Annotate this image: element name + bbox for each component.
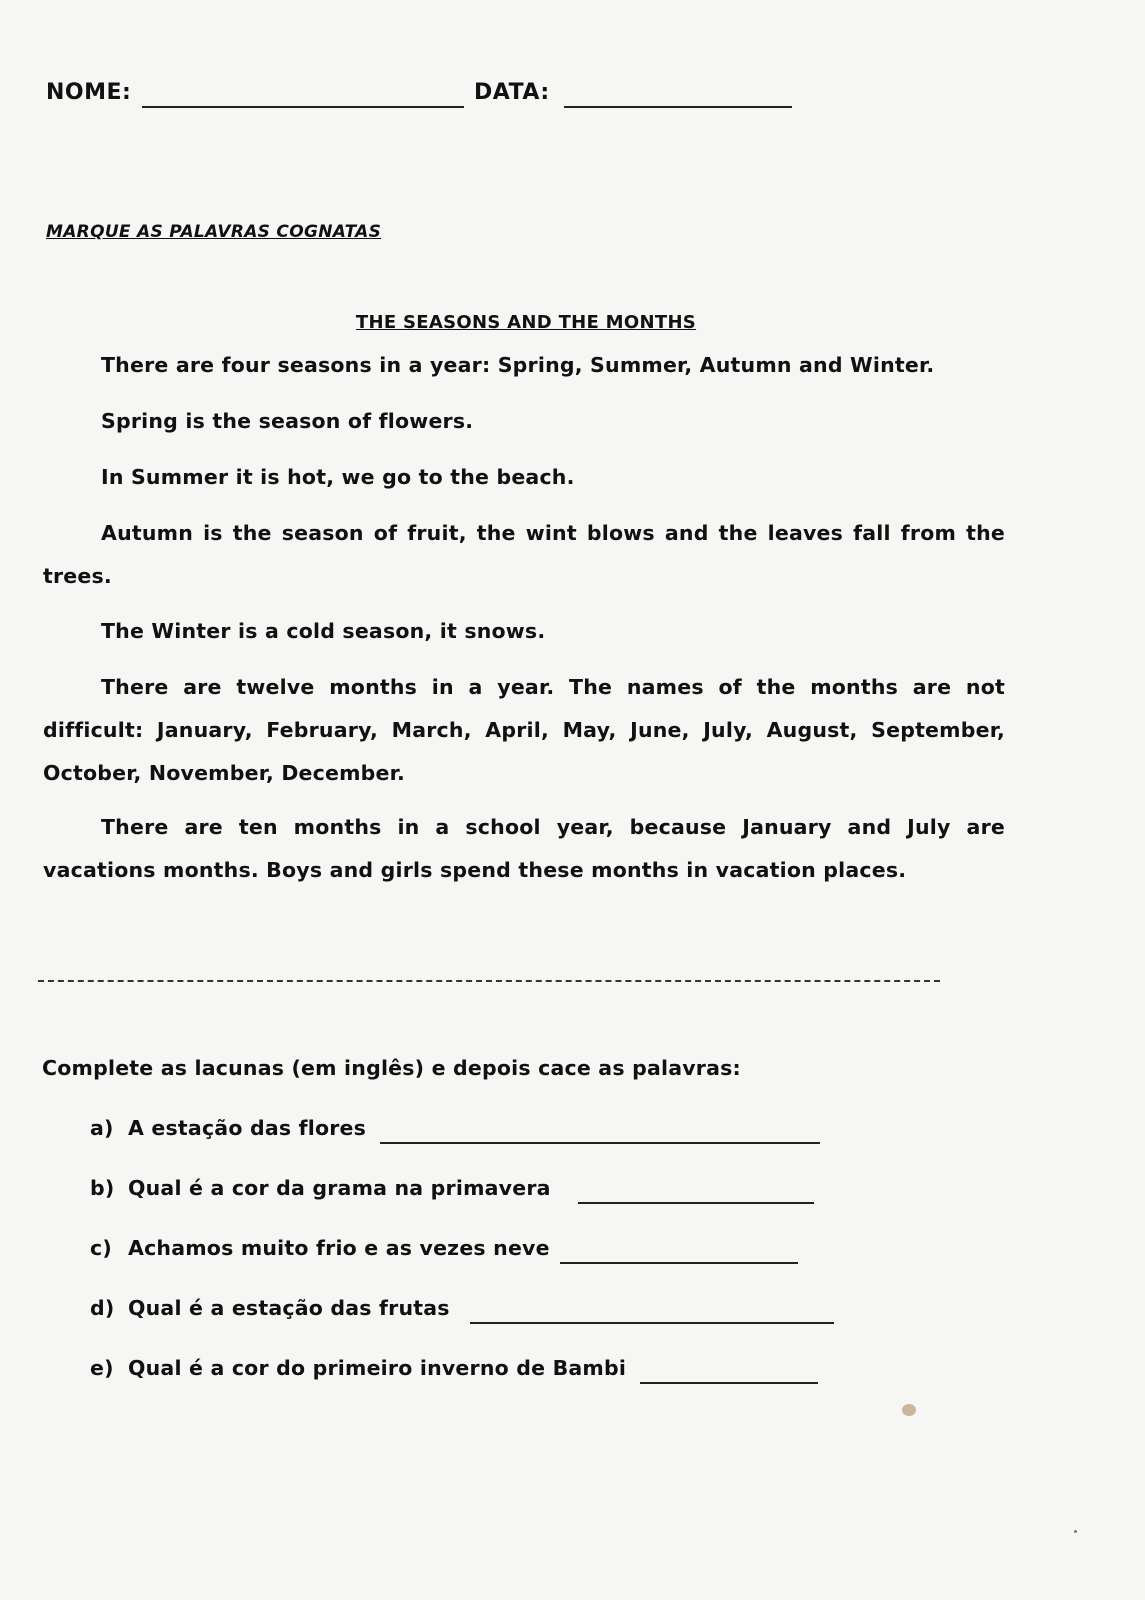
question-text: A estação das flores bbox=[128, 1116, 367, 1140]
question-a bbox=[90, 1112, 830, 1148]
answer-blank-a[interactable] bbox=[380, 1142, 820, 1144]
question-letter: b) bbox=[90, 1176, 115, 1200]
name-label: NOME: bbox=[46, 80, 132, 105]
question-text: Qual é a cor da grama na primavera bbox=[128, 1176, 551, 1200]
instruction: MARQUE AS PALAVRAS COGNATAS bbox=[46, 222, 382, 242]
date-blank[interactable] bbox=[564, 106, 792, 108]
paragraph-seasons: There are four seasons in a year: Spring, Summer, Autumn and Winter. bbox=[101, 353, 935, 377]
question-letter: c) bbox=[90, 1236, 112, 1260]
question-e bbox=[90, 1352, 830, 1388]
paragraph-months: There are twelve months in a year. The names of the months are not difficult: January, February, March, April, May, June, July, August, September, October, November, December. bbox=[43, 675, 1005, 785]
scan-speck bbox=[902, 1404, 916, 1416]
question-text: Qual é a estação das frutas bbox=[128, 1296, 450, 1320]
question-c bbox=[90, 1232, 830, 1268]
question-letter: a) bbox=[90, 1116, 114, 1140]
header bbox=[46, 80, 826, 116]
name-blank[interactable] bbox=[142, 106, 464, 108]
dashed-divider bbox=[38, 980, 940, 982]
question-text: Achamos muito frio e as vezes neve bbox=[128, 1236, 550, 1260]
answer-blank-b[interactable] bbox=[578, 1202, 814, 1204]
paragraph-summer: In Summer it is hot, we go to the beach. bbox=[101, 465, 575, 489]
answer-blank-e[interactable] bbox=[640, 1382, 818, 1384]
exercise-instruction: Complete as lacunas (em inglês) e depois cace as palavras: bbox=[42, 1056, 741, 1080]
paragraph-school-year: There are ten months in a school year, because January and July are vacations months. Boys and girls spend these months in vacation places. bbox=[43, 815, 1005, 882]
question-d bbox=[90, 1292, 840, 1328]
paragraph-autumn: Autumn is the season of fruit, the wint blows and the leaves fall from the trees. bbox=[43, 521, 1005, 588]
scan-speck bbox=[1074, 1530, 1077, 1533]
question-text: Qual é a cor do primeiro inverno de Bambi bbox=[128, 1356, 627, 1380]
question-b bbox=[90, 1172, 830, 1208]
answer-blank-d[interactable] bbox=[470, 1322, 834, 1324]
question-letter: e) bbox=[90, 1356, 114, 1380]
paragraph-winter: The Winter is a cold season, it snows. bbox=[101, 619, 546, 643]
paragraph-spring: Spring is the season of flowers. bbox=[101, 409, 474, 433]
date-label: DATA: bbox=[474, 80, 550, 105]
answer-blank-c[interactable] bbox=[560, 1262, 798, 1264]
reading-title: THE SEASONS AND THE MONTHS bbox=[355, 312, 697, 333]
question-letter: d) bbox=[90, 1296, 115, 1320]
